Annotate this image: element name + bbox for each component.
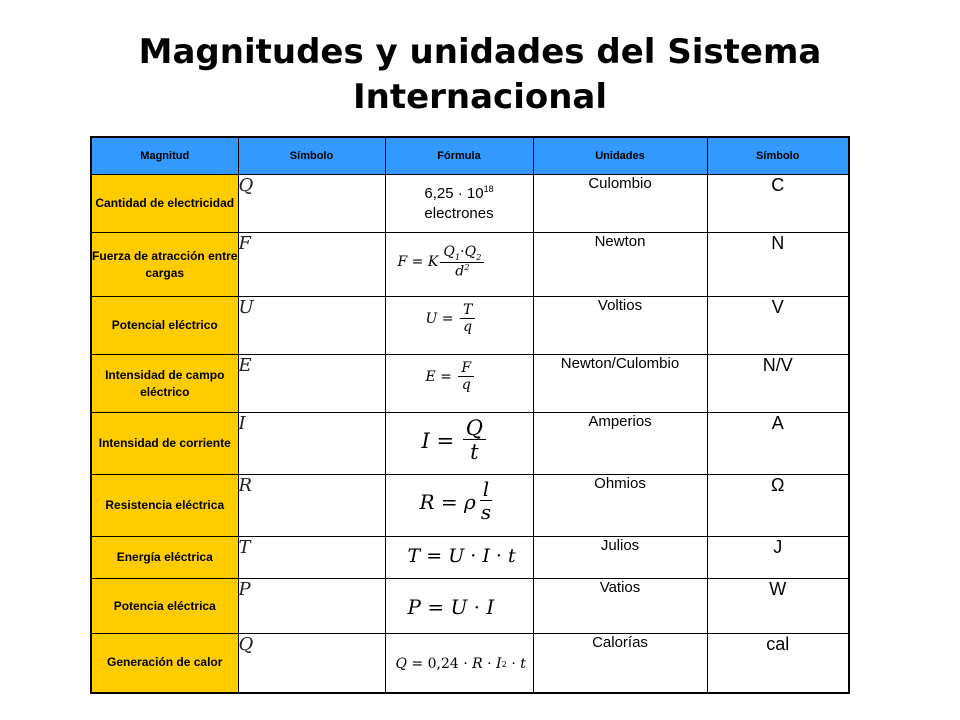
simbolo-cell: F: [238, 233, 385, 297]
si-units-table: [90, 136, 850, 694]
unit-symbol-cell: Ω: [707, 475, 849, 537]
magnitud-cell: Energía eléctrica: [91, 537, 238, 579]
unidades-cell: Calorías: [533, 634, 707, 693]
formula-energy: T = U · I · t: [407, 545, 516, 567]
unidades-cell: Newton: [533, 233, 707, 297]
table-row: [91, 537, 849, 579]
page-title: [0, 30, 960, 120]
table-row: [91, 297, 849, 355]
simbolo-cell: P: [238, 579, 385, 634]
header-formula: Fórmula: [385, 137, 533, 175]
unidades-cell: Julios: [533, 537, 707, 579]
unidades-cell: Newton/Culombio: [533, 355, 707, 413]
magnitud-cell: Fuerza de atracción entre cargas: [91, 233, 238, 297]
magnitud-cell: Potencial eléctrico: [91, 297, 238, 355]
magnitud-cell: Intensidad de campo eléctrico: [91, 355, 238, 413]
unit-symbol-cell: J: [707, 537, 849, 579]
formula-cell: [385, 475, 533, 537]
formula-cell: [385, 233, 533, 297]
formula-cell: [385, 634, 533, 693]
unidades-cell: Culombio: [533, 175, 707, 233]
unidades-cell: Voltios: [533, 297, 707, 355]
title-line-1: Magnitudes y unidades del Sistema: [138, 32, 822, 72]
formula-heat: Q = 0,24 · R · I 2 · t: [395, 656, 526, 672]
table-row: [91, 413, 849, 475]
table-row: [91, 634, 849, 693]
simbolo-cell: U: [238, 297, 385, 355]
table-row: [91, 355, 849, 413]
formula-power: P = U · I: [407, 595, 495, 619]
unit-symbol-cell: N: [707, 233, 849, 297]
magnitud-cell: Generación de calor: [91, 634, 238, 693]
formula-potential: U = $\frac{T}{q}$: [426, 303, 478, 335]
unidades-cell: Amperios: [533, 413, 707, 475]
formula-field: E = $\frac{F}{q}$: [426, 361, 477, 393]
unit-symbol-cell: C: [707, 175, 849, 233]
formula-coulomb-force: F = K $\frac{Q_1\cdot Q_2}{d^2}$: [398, 245, 487, 279]
formula-cell: [385, 413, 533, 475]
formula-electrons: $6,25 \cdot 10^{18}$ electrones: [424, 184, 494, 222]
header-simbolo: Símbolo: [238, 137, 385, 175]
magnitud-cell: Resistencia eléctrica: [91, 475, 238, 537]
formula-cell: [385, 579, 533, 634]
formula-cell: [385, 537, 533, 579]
formula-cell: [385, 175, 533, 233]
table-header-row: [91, 137, 849, 175]
unit-symbol-cell: V: [707, 297, 849, 355]
table-row: [91, 475, 849, 537]
unit-symbol-cell: cal: [707, 634, 849, 693]
magnitud-cell: Intensidad de corriente: [91, 413, 238, 475]
unit-symbol-cell: N/V: [707, 355, 849, 413]
header-unidad-simbolo: Símbolo: [707, 137, 849, 175]
simbolo-cell: Q: [238, 634, 385, 693]
unidades-cell: Vatios: [533, 579, 707, 634]
table-row: [91, 175, 849, 233]
magnitud-cell: Potencia eléctrica: [91, 579, 238, 634]
title-line-2: Internacional: [352, 77, 608, 117]
table-row: [91, 579, 849, 634]
magnitud-cell: Cantidad de electricidad: [91, 175, 238, 233]
unidades-cell: Ohmios: [533, 475, 707, 537]
simbolo-cell: R: [238, 475, 385, 537]
table-row: [91, 233, 849, 297]
simbolo-cell: T: [238, 537, 385, 579]
formula-cell: [385, 355, 533, 413]
unit-symbol-cell: W: [707, 579, 849, 634]
header-magnitud: Magnitud: [91, 137, 238, 175]
unit-symbol-cell: A: [707, 413, 849, 475]
formula-resistance: R = ρ $\frac{l}{s}$: [419, 477, 492, 524]
formula-current: I = $\frac{Q}{t}$: [422, 417, 488, 464]
simbolo-cell: Q: [238, 175, 385, 233]
simbolo-cell: I: [238, 413, 385, 475]
simbolo-cell: E: [238, 355, 385, 413]
header-unidades: Unidades: [533, 137, 707, 175]
formula-cell: [385, 297, 533, 355]
